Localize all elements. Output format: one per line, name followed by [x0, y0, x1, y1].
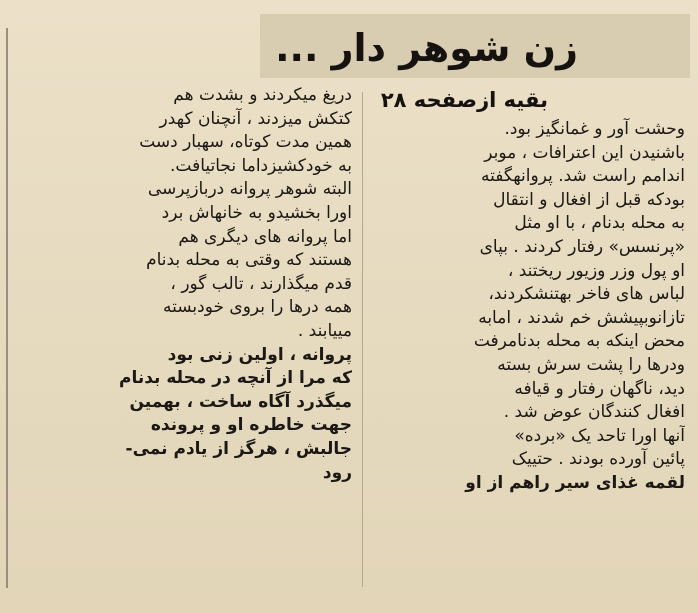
- text-line: بودکه قبل از افغال و انتقال: [493, 189, 685, 210]
- text-line: اندامم راست شد. پروانهگفته: [480, 166, 685, 187]
- text-line: آنها اورا تاحد یک «برده»: [514, 425, 685, 446]
- text-line: البته شوهر پروانه دربازپرسی: [147, 179, 352, 200]
- text-line: به خودکشیزداما نجاتیافت.: [169, 155, 352, 176]
- text-line: همین مدت کوتاه، سهبار دست: [139, 132, 352, 153]
- text-line: باشنیدن این اعترافات ، موبر: [484, 142, 685, 163]
- text-line: اما پروانه های دیگری هم: [178, 226, 352, 247]
- continued-from-label: بقیه ازصفحه ۲۸: [380, 88, 548, 112]
- left-column: [10, 84, 352, 485]
- text-line: افغال کنندگان عوض شد .: [503, 402, 685, 423]
- text-line: اورا بخشیدو به خانهاش برد: [161, 202, 352, 223]
- text-line: «پرنسس» رفتار کردند . بپای: [479, 236, 685, 257]
- text-line: لقمه غذای سیر راهم از او: [465, 472, 685, 493]
- article-headline: زن شوهر دار ...: [275, 26, 578, 70]
- text-line: همه درها را بروی خودبسته: [162, 297, 352, 318]
- text-line: محض اینکه به محله بدنامرفت: [473, 331, 685, 352]
- column-divider: [362, 92, 363, 587]
- text-line: به محله بدنام ، با او مثل: [514, 213, 685, 234]
- text-line: ودرها را پشت سرش بسته: [497, 354, 685, 375]
- text-line: میگذرد آگاه ساخت ، بهمین: [129, 391, 352, 412]
- text-line: دید، ناگهان رفتار و قیافه: [514, 378, 685, 399]
- column-rule: [6, 28, 8, 588]
- text-line: جالبش ، هرگز از یادم نمی-: [125, 438, 352, 459]
- text-line: که مرا از آنچه در محله بدنام: [119, 368, 352, 389]
- text-line: جهت خاطره او و پرونده: [150, 415, 352, 436]
- text-line: رود: [322, 462, 352, 483]
- text-line: وحشت آور و غمانگیز بود.: [504, 119, 685, 139]
- text-line: پائین آورده بودند . حتییک: [511, 449, 685, 470]
- text-line: قدم میگذارند ، تالب گور ،: [170, 273, 352, 294]
- text-line: تازانوبپیشش خم شدند ، امابه: [478, 307, 685, 328]
- text-line: کتکش میزدند ، آنچنان کهدر: [159, 108, 352, 129]
- text-line: مییابند .: [297, 320, 352, 341]
- text-line: هستند که وقتی به محله بدنام: [146, 250, 352, 271]
- text-line: لباس های فاخر بهتنشکردند،: [488, 284, 685, 305]
- text-line: پروانه ، اولین زنی بود: [167, 344, 352, 365]
- right-column: [380, 118, 685, 496]
- text-line: او پول وزر وزیور ریختند ،: [507, 260, 685, 281]
- text-line: دریغ میکردند و بشدت هم: [173, 85, 352, 105]
